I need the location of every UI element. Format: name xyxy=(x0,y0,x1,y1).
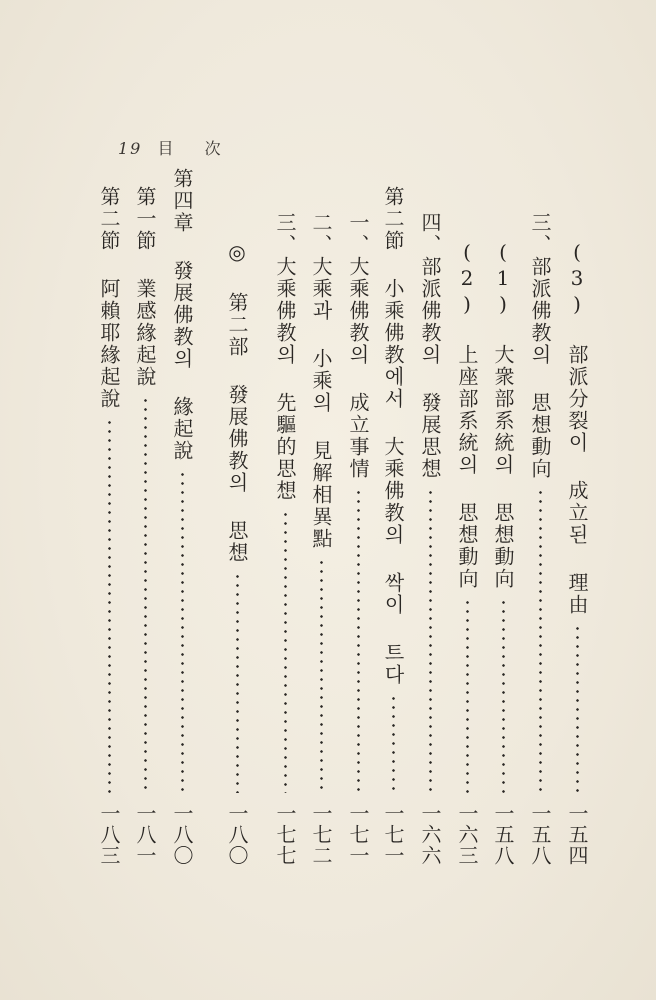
toc-entry xyxy=(378,186,408,865)
toc-entry-page: 一七二 xyxy=(309,803,333,866)
dot-leader xyxy=(284,510,287,793)
toc-entry-title: 第二節 小乘佛教에서 大乘佛教의 싹이 트다 xyxy=(381,186,405,686)
toc-entry xyxy=(415,212,445,865)
dot-leader xyxy=(429,488,432,793)
toc-entry xyxy=(488,240,518,865)
toc-entry xyxy=(270,212,300,865)
toc-entry-page: 一五四 xyxy=(565,803,589,866)
toc-entry-title: 第二節 阿賴耶緣起說 xyxy=(97,186,121,410)
dot-leader xyxy=(539,488,542,793)
running-header xyxy=(118,136,223,159)
toc-entry-title: 一、大乘佛教의 成立事情 xyxy=(346,212,370,480)
toc-entry-page: 一五八 xyxy=(491,803,515,866)
dot-leader xyxy=(466,598,469,793)
toc-entry-title: 二、大乘과 小乘의 見解相異點 xyxy=(309,212,333,550)
toc-entry-page: 一七一 xyxy=(381,803,405,866)
dot-leader xyxy=(236,572,239,793)
dot-leader xyxy=(392,694,395,793)
toc-entry xyxy=(222,240,252,865)
toc-entry-page: 一八一 xyxy=(133,803,157,866)
page-number: 19 xyxy=(118,139,143,158)
toc-entry xyxy=(130,186,160,865)
toc-entry xyxy=(525,212,555,865)
dot-leader xyxy=(108,418,111,793)
toc-entry-page: 一八〇 xyxy=(225,803,249,866)
toc-entry-title: 第一節 業感緣起說 xyxy=(133,186,157,388)
toc-entry-page: 一八三 xyxy=(97,803,121,866)
toc-entry-page: 一七七 xyxy=(273,803,297,866)
toc-entry xyxy=(167,168,197,865)
dot-leader xyxy=(576,624,579,793)
toc-entry-title: (2) 上座部系統의 思想動向 xyxy=(455,240,479,590)
toc-entry-title: 三、大乘佛教의 先驅的思想 xyxy=(273,212,297,502)
toc-entry-title: (1) 大衆部系統의 思想動向 xyxy=(491,240,515,590)
toc-entry xyxy=(562,240,592,865)
dot-leader xyxy=(357,488,360,793)
toc-entry-page: 一五八 xyxy=(528,803,552,866)
dot-leader xyxy=(181,470,184,793)
toc-entry-page: 一六六 xyxy=(418,803,442,866)
toc-entry-title: 第四章 發展佛教의 緣起說 xyxy=(170,168,194,462)
dot-leader xyxy=(502,598,505,793)
toc-entry-page: 一七一 xyxy=(346,803,370,866)
toc-entry-title: ◎ 第二部 發展佛教의 思想 xyxy=(225,240,249,564)
toc-entry-title: (3) 部派分裂이 成立된 理由 xyxy=(565,240,589,616)
toc-entry-page: 一六三 xyxy=(455,803,479,866)
toc-entry xyxy=(452,240,482,865)
toc-entry-page: 一八〇 xyxy=(170,803,194,866)
toc-entry xyxy=(94,186,124,865)
toc-entry-title: 三、部派佛教의 思想動向 xyxy=(528,212,552,480)
header-title-char: 次 xyxy=(204,139,223,158)
header-title-char: 目 xyxy=(157,139,176,158)
toc-entry xyxy=(306,212,336,865)
dot-leader xyxy=(320,558,323,793)
toc-entry xyxy=(343,212,373,865)
dot-leader xyxy=(144,396,147,793)
toc-entry-title: 四、部派佛教의 發展思想 xyxy=(418,212,442,480)
